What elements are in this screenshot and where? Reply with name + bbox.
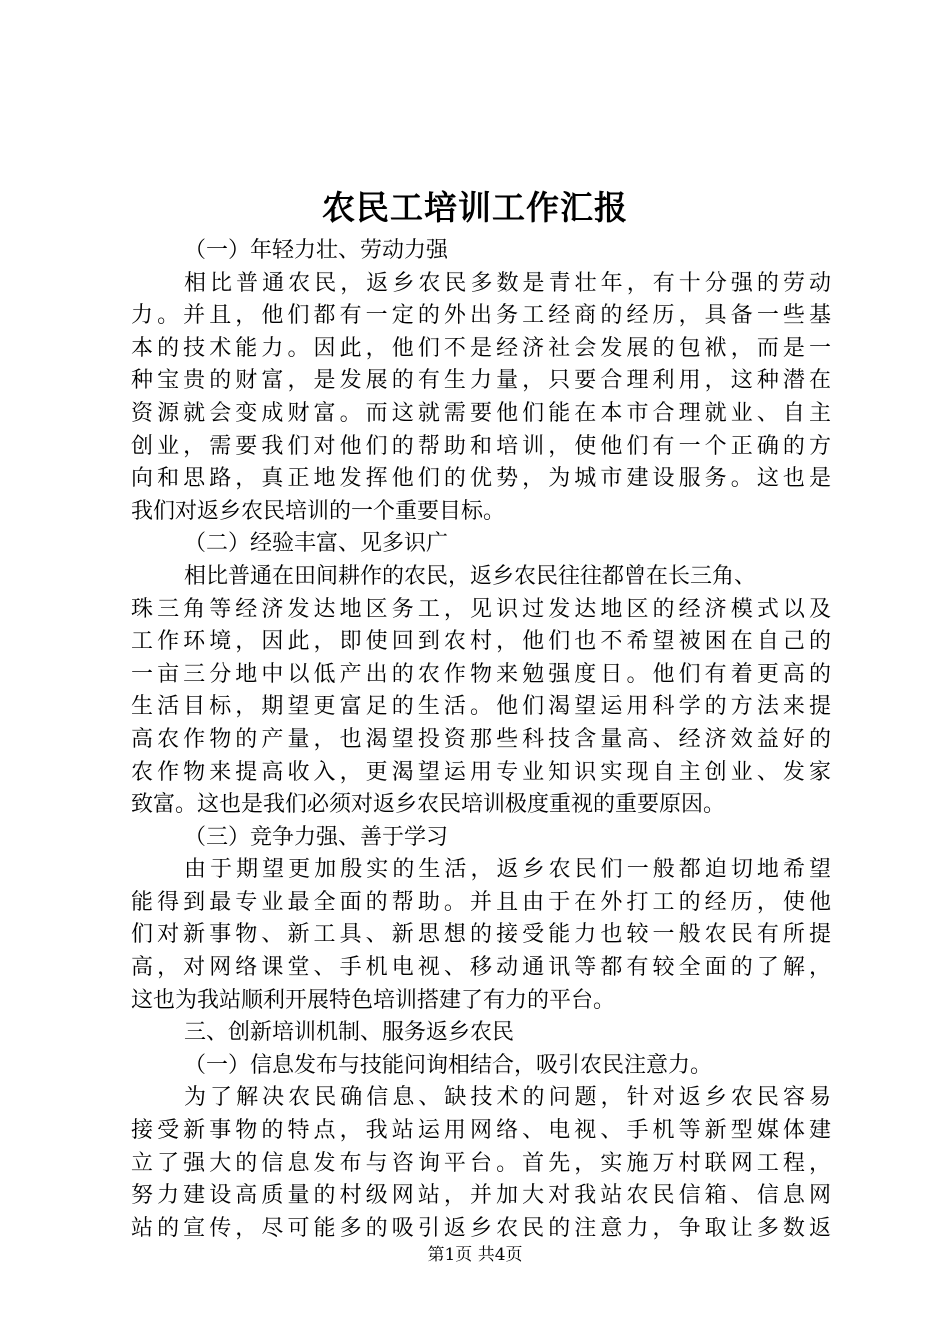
text-line: 为了解决农民确信息、缺技术的问题，针对返乡农民容易: [184, 1085, 831, 1111]
text-line: 高，对网络课堂、手机电视、移动通讯等都有较全面的了解，: [131, 955, 831, 981]
text-line: 珠三角等经济发达地区务工，见识过发达地区的经济模式以及: [131, 596, 831, 622]
text-line: 创业，需要我们对他们的帮助和培训，使他们有一个正确的方: [131, 433, 831, 459]
text-line: 接受新事物的特点，我站运用网络、电视、手机等新型媒体建: [131, 1118, 831, 1144]
text-line: 努力建设高质量的村级网站，并加大对我站农民信箱、信息网: [131, 1183, 831, 1209]
text-line: 本的技术能力。因此，他们不是经济社会发展的包袱，而是一: [131, 335, 831, 361]
text-line: 种宝贵的财富，是发展的有生力量，只要合理利用，这种潜在: [131, 368, 831, 394]
text-line: 致富。这也是我们必须对返乡农民培训极度重视的重要原因。: [131, 792, 726, 818]
text-line: 力。并且，他们都有一定的外出务工经商的经历，具备一些基: [131, 303, 831, 329]
text-line: 资源就会变成财富。而这就需要他们能在本市合理就业、自主: [131, 400, 831, 426]
text-line: 高农作物的产量，也渴望投资那些科技含量高、经济效益好的: [131, 726, 831, 752]
text-line: （一）信息发布与技能问询相结合，吸引农民注意力。: [184, 1052, 713, 1078]
text-line: 工作环境，因此，即使回到农村，他们也不希望被困在自己的: [131, 629, 831, 655]
text-line: 生活目标，期望更富足的生活。他们渴望运用科学的方法来提: [131, 694, 831, 720]
text-line: （一）年轻力壮、劳动力强: [184, 238, 449, 263]
text-line: 相比普通农民，返乡农民多数是青壮年，有十分强的劳动: [184, 270, 831, 296]
text-line: 这也为我站顺利开展特色培训搭建了有力的平台。: [131, 987, 616, 1013]
text-line: 站的宣传，尽可能多的吸引返乡农民的注意力，争取让多数返: [131, 1215, 831, 1241]
text-line: 我们对返乡农民培训的一个重要目标。: [131, 498, 506, 524]
text-line: 向和思路，真正地发挥他们的优势，为城市建设服务。这也是: [131, 466, 831, 492]
text-line: 相比普通在田间耕作的农民，返乡农民往往都曾在长三角、: [184, 563, 757, 589]
text-line: （二）经验丰富、见多识广: [184, 531, 449, 557]
text-line: 一亩三分地中以低产出的农作物来勉强度日。他们有着更高的: [131, 661, 831, 687]
text-line: 能得到最专业最全面的帮助。并且由于在外打工的经历，使他: [131, 889, 831, 915]
text-line: 农作物来提高收入，更渴望运用专业知识实现自主创业、发家: [131, 759, 831, 785]
text-line: 三、创新培训机制、服务返乡农民: [184, 1020, 515, 1046]
document-body: [131, 235, 831, 1245]
page-footer: 第1页 共4页: [427, 1245, 523, 1265]
text-line: 由于期望更加殷实的生活，返乡农民们一般都迫切地希望: [184, 857, 831, 883]
text-line: 立了强大的信息发布与咨询平台。首先，实施万村联网工程，: [131, 1150, 831, 1176]
page-title: 农民工培训工作汇报: [322, 188, 628, 227]
text-line: （三）竞争力强、善于学习: [184, 824, 449, 850]
text-line: 们对新事物、新工具、新思想的接受能力也较一般农民有所提: [131, 922, 831, 948]
